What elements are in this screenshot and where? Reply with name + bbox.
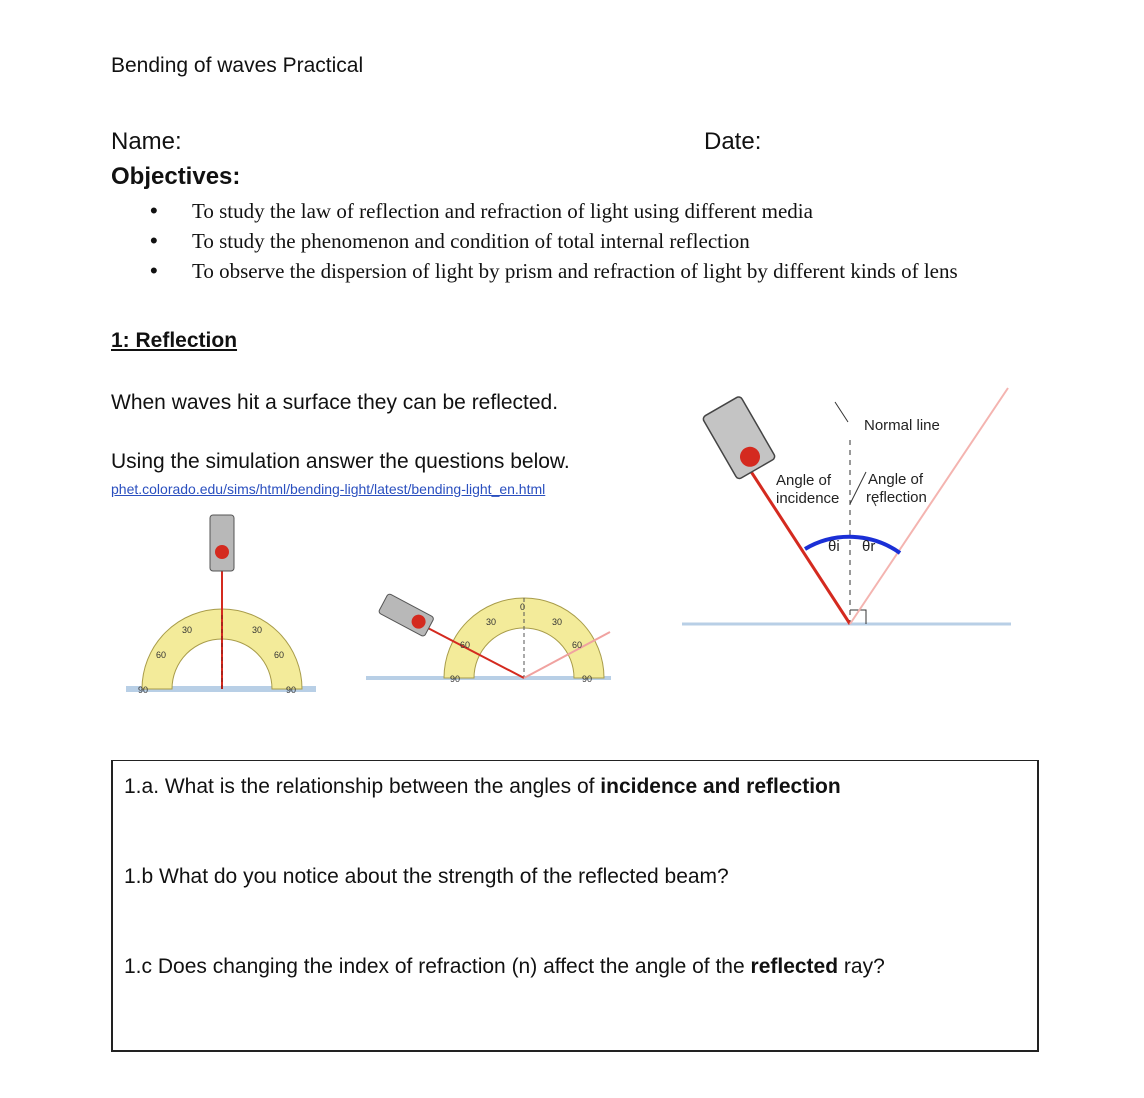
tick-label: 90: [286, 685, 297, 695]
reflection-diagram: [680, 380, 1020, 640]
laser: [378, 593, 434, 637]
tick-label: 60: [572, 640, 583, 650]
tick-label: 0: [520, 602, 526, 612]
angle-reflection-label: reflection: [866, 489, 927, 506]
question-text: 1.c Does changing the index of refraction (n) affect the angle of the: [124, 955, 751, 978]
tick-label: 60: [274, 650, 285, 660]
tick-label: 90: [450, 674, 461, 684]
angle-incidence-label: incidence: [776, 490, 840, 507]
tick-label: 30: [552, 617, 563, 627]
theta-i-label: θi: [828, 538, 840, 555]
instruction-text: Using the simulation answer the questions below.: [111, 450, 570, 473]
theta-r-label: θr: [862, 538, 876, 555]
question-emphasis: reflected: [750, 955, 839, 978]
laser-aperture: [215, 545, 229, 559]
objective-item: • To study the law of reflection and refraction of light using different media: [150, 196, 1050, 226]
tick-label: 90: [138, 685, 149, 695]
tick-label: 60: [460, 640, 471, 650]
objective-item: • To study the phenomenon and condition of total internal reflection: [150, 226, 1050, 256]
document-title: Bending of waves Practical: [111, 54, 364, 77]
pointer-line: [835, 402, 848, 422]
tick-label: 30: [252, 625, 263, 635]
intro-text: When waves hit a surface they can be reflected.: [111, 391, 559, 414]
angle-reflection-label: Angle of: [868, 471, 924, 488]
normal-line-label: Normal line: [864, 417, 940, 434]
question-emphasis: incidence and reflection: [600, 775, 841, 798]
tick-label: 30: [182, 625, 193, 635]
questions-box[interactable]: [111, 760, 1039, 1052]
angle-arc: [805, 537, 900, 553]
tick-label: 60: [156, 650, 167, 660]
question-1c: [124, 955, 885, 979]
objectives-heading: Objectives:: [111, 163, 241, 190]
simulation-link[interactable]: phet.colorado.edu/sims/html/bending-light/latest/bending-light_en.html: [111, 481, 546, 497]
laser: [702, 396, 776, 480]
angled-laser-figure: [366, 590, 616, 690]
section-heading: 1: Reflection: [111, 329, 238, 352]
laser-body: [210, 515, 234, 571]
question-1a: [124, 775, 841, 799]
question-1b: 1.b What do you notice about the strength of the reflected beam?: [124, 865, 729, 888]
angle-incidence-label: Angle of: [776, 472, 832, 489]
name-label: Name:: [111, 128, 182, 155]
objective-item: • To observe the dispersion of light by prism and refraction of light by different kinds of lens: [150, 256, 1050, 286]
tick-label: 30: [486, 617, 497, 627]
date-label: Date:: [704, 128, 762, 155]
question-text: ray?: [838, 955, 885, 978]
pointer-line: [850, 472, 866, 504]
tick-label: 90: [582, 674, 593, 684]
question-text: 1.a. What is the relationship between the angles of: [124, 775, 601, 798]
objectives-list: [150, 196, 1050, 286]
vertical-laser-figure: [122, 505, 322, 697]
